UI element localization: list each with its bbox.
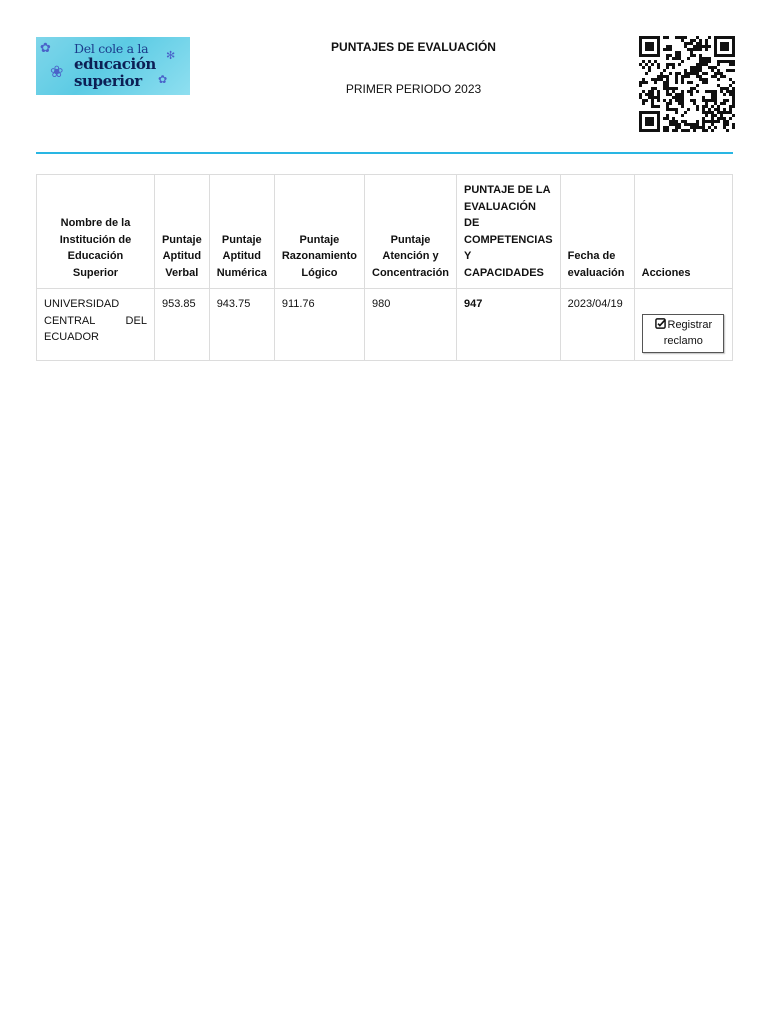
- flower-icon: ✿: [158, 74, 168, 86]
- campaign-logo: [36, 37, 190, 95]
- logo-text-line3: superior: [74, 72, 142, 90]
- registrar-reclamo-button[interactable]: [642, 314, 724, 353]
- column-header-institution: Nombre de la Institución de Educación Superior: [37, 175, 155, 289]
- page-title: PUNTAJES DE EVALUACIÓN: [331, 40, 496, 54]
- column-header-fecha: Fecha de evaluación: [560, 175, 634, 289]
- column-header-atencion: Puntaje Atención y Concentración: [365, 175, 457, 289]
- qr-code-icon: [639, 36, 735, 132]
- column-header-numerica: Puntaje Aptitud Numérica: [209, 175, 274, 289]
- flower-icon: ❀: [50, 64, 64, 81]
- page-subtitle: PRIMER PERIODO 2023: [345, 82, 482, 96]
- flower-icon: ✿: [40, 40, 51, 55]
- column-header-razonamiento: Puntaje Razonamiento Lógico: [274, 175, 364, 289]
- column-header-acciones: Acciones: [634, 175, 732, 289]
- cell-atencion: 980: [365, 289, 457, 361]
- cell-acciones: [634, 289, 732, 361]
- cell-total: 947: [457, 289, 561, 361]
- page-header: [36, 34, 733, 138]
- table-header-row: [37, 175, 733, 289]
- cell-verbal: 953.85: [154, 289, 209, 361]
- scores-table: [36, 174, 733, 361]
- check-square-icon: [655, 318, 666, 334]
- cell-razonamiento: 911.76: [274, 289, 364, 361]
- registrar-reclamo-label: Registrar reclamo: [663, 319, 713, 347]
- table-row: [37, 289, 733, 361]
- header-divider: [36, 152, 733, 154]
- column-header-verbal: Puntaje Aptitud Verbal: [154, 175, 209, 289]
- logo-text-line1: Del cole a la: [74, 41, 149, 56]
- cell-numerica: 943.75: [209, 289, 274, 361]
- flower-icon: ✻: [166, 50, 176, 62]
- column-header-total: PUNTAJE DE LA EVALUACIÓN DE COMPETENCIAS Y CAPACIDADES: [457, 175, 561, 289]
- logo-text-line2: educación: [74, 55, 156, 73]
- cell-fecha: 2023/04/19: [560, 289, 634, 361]
- cell-institution: UNIVERSIDAD CENTRAL DEL ECUADOR: [37, 289, 155, 361]
